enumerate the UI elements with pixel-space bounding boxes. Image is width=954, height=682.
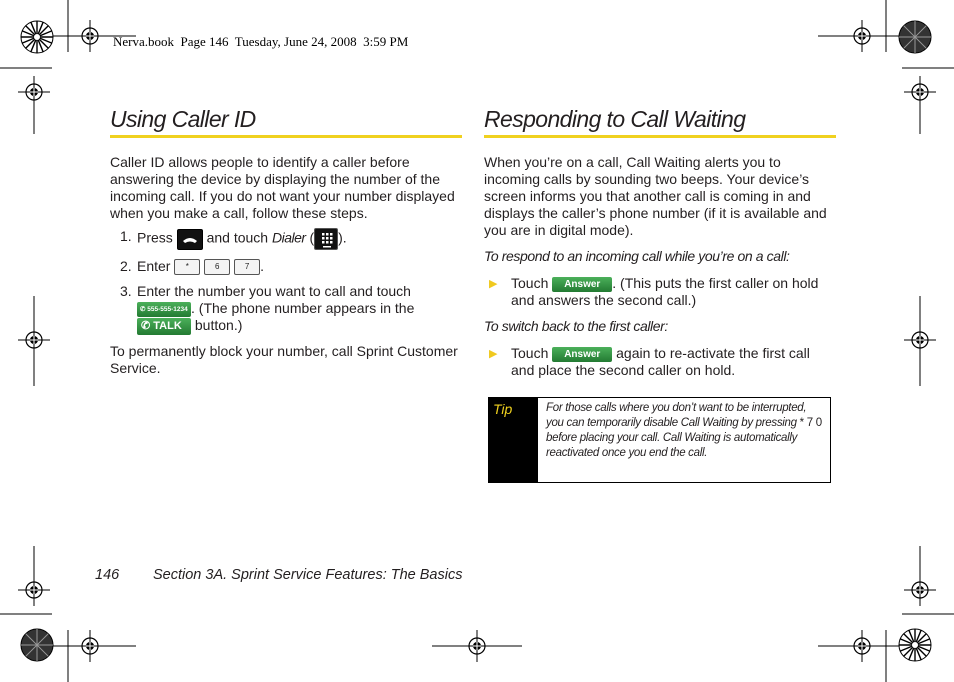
caller-id-outro: To permanently block your number, call Sprint Customer Service. bbox=[110, 343, 458, 377]
dialer-label: Dialer bbox=[271, 229, 306, 246]
page-number: 146 bbox=[95, 567, 120, 583]
caller-id-intro: Caller ID allows people to identify a caller before answering the device by displaying the number of the incoming call. If you do not want your number displayed when you make a call, follow these steps. bbox=[110, 154, 455, 221]
caller-id-title: Using Caller ID bbox=[110, 100, 462, 138]
tip-label: Tip bbox=[489, 398, 538, 482]
tip-text: For those calls where you don’t want to be interrupted, you can temporarily disable Call Waiting by pressing * 7 0 before placing your call. Call Waiting is automatically reactivated once you end the call. bbox=[546, 402, 822, 459]
call-waiting-intro: When you’re on a call, Call Waiting alerts you to incoming calls by sounding two beeps. Your device’s screen informs you that another call is coming in and displays the caller’s phone number (if it is available and you are in digital mode). bbox=[484, 154, 827, 238]
bullet-arrow-icon: ▶ bbox=[489, 278, 498, 290]
footer-section: Section 3A. Sprint Service Features: The Basics bbox=[153, 567, 463, 583]
bullet-arrow-icon: ▶ bbox=[489, 348, 498, 360]
tip-box bbox=[488, 397, 831, 483]
dialer-icon bbox=[314, 228, 338, 250]
step-1: 1. Press and touch Dialer ( ). bbox=[110, 228, 462, 250]
switch-back-bullet: ▶ Touch Answer again to re-activate the first call and place the second caller on hold. bbox=[489, 345, 810, 378]
respond-steps bbox=[484, 275, 836, 309]
switch-back-lead: To switch back to the first caller: bbox=[484, 318, 668, 334]
call-waiting-title: Responding to Call Waiting bbox=[484, 100, 836, 138]
tip-keys: * 7 0 bbox=[799, 417, 822, 429]
step-2: 2. Enter * 6 7 . bbox=[120, 258, 265, 274]
talk-button: ✆ TALK bbox=[137, 318, 191, 335]
number-key-button: ✆ 555-555-1234 bbox=[137, 302, 191, 317]
call-waiting-section bbox=[484, 100, 836, 379]
respond-lead: To respond to an incoming call while you’re on a call: bbox=[484, 248, 790, 264]
caller-id-section bbox=[110, 100, 462, 377]
answer-button: Answer bbox=[552, 347, 612, 362]
answer-button: Answer bbox=[552, 277, 612, 292]
book-header: Nerva.book Page 146 Tuesday, June 24, 2008 3:59 PM bbox=[113, 34, 409, 49]
seven-key: 7 bbox=[234, 259, 260, 275]
step-3: 3. Enter the number you want to call and touch ✆ 555-555-1234 . (The phone number appears in the ✆ TALK button.) bbox=[120, 283, 415, 334]
end-call-key-icon bbox=[177, 229, 203, 250]
star-key: * bbox=[174, 259, 200, 275]
respond-bullet: ▶ Touch Answer . (This puts the first caller on hold and answers the second call.) bbox=[489, 275, 819, 308]
switch-back-steps bbox=[484, 345, 836, 379]
caller-id-steps bbox=[110, 228, 462, 335]
six-key: 6 bbox=[204, 259, 230, 275]
